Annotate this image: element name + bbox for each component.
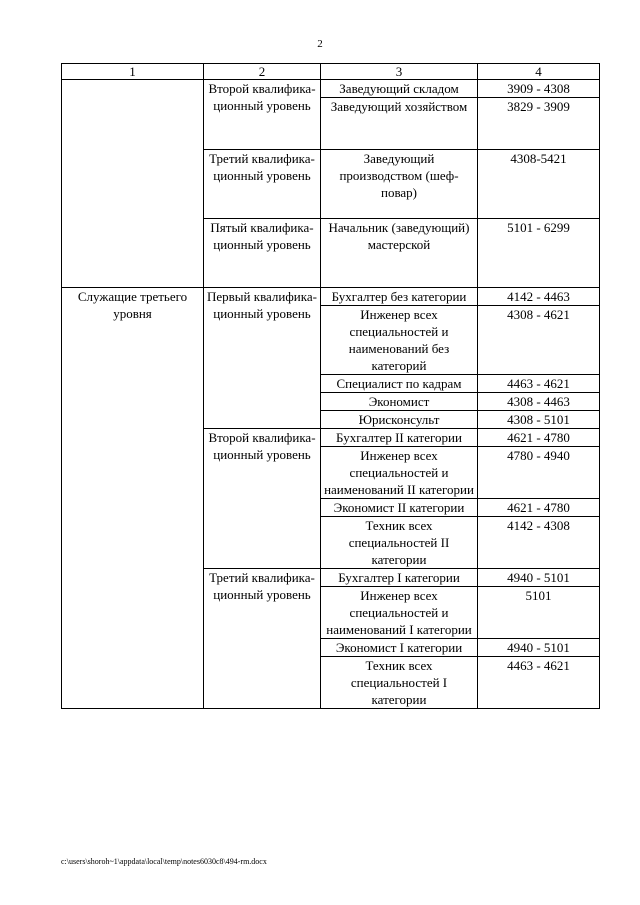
- position-cell: Специалист по кадрам: [321, 375, 478, 393]
- position-cell: Бухгалтер I категории: [321, 569, 478, 587]
- level-cell: Второй квалифика-ционный уровень: [204, 80, 321, 150]
- position-cell: Бухгалтер без категории: [321, 288, 478, 306]
- level-cell: Третий квалифика-ционный уровень: [204, 569, 321, 709]
- salary-cell: 3829 - 3909: [478, 98, 600, 150]
- position-cell: Экономист I категории: [321, 639, 478, 657]
- table-header-row: [62, 64, 600, 80]
- position-cell: Техник всех специальностей II категории: [321, 517, 478, 569]
- position-cell: Заведующий складом: [321, 80, 478, 98]
- footer-file-path: c:\users\shoroh~1\appdata\local\temp\notes6030c8\494-rm.docx: [61, 857, 267, 866]
- salary-cell: 4463 - 4621: [478, 657, 600, 709]
- salary-cell: 5101: [478, 587, 600, 639]
- salary-cell: 4621 - 4780: [478, 499, 600, 517]
- position-cell: Экономист: [321, 393, 478, 411]
- salary-cell: 4940 - 5101: [478, 639, 600, 657]
- salary-cell: 3909 - 4308: [478, 80, 600, 98]
- position-cell: Заведующий производством (шеф-повар): [321, 150, 478, 219]
- header-cell: 1: [62, 64, 204, 80]
- position-cell: Инженер всех специальностей и наименований I категории: [321, 587, 478, 639]
- position-cell: Начальник (заведующий) мастерской: [321, 219, 478, 288]
- salary-cell: 4308-5421: [478, 150, 600, 219]
- position-cell: Техник всех специальностей I категории: [321, 657, 478, 709]
- position-cell: Юрисконсульт: [321, 411, 478, 429]
- level-cell: Пятый квалифика-ционный уровень: [204, 219, 321, 288]
- header-cell: 2: [204, 64, 321, 80]
- position-cell: Заведующий хозяйством: [321, 98, 478, 150]
- position-cell: Экономист II категории: [321, 499, 478, 517]
- table-row: [62, 80, 600, 98]
- level-cell: Третий квалифика-ционный уровень: [204, 150, 321, 219]
- salary-cell: 5101 - 6299: [478, 219, 600, 288]
- salary-cell: 4463 - 4621: [478, 375, 600, 393]
- salary-cell: 4940 - 5101: [478, 569, 600, 587]
- salary-table: [61, 63, 600, 709]
- salary-cell: 4308 - 4621: [478, 306, 600, 375]
- group-cell: Служащие третьего уровня: [62, 288, 204, 709]
- salary-cell: 4780 - 4940: [478, 447, 600, 499]
- position-cell: Инженер всех специальностей и наименований без категорий: [321, 306, 478, 375]
- level-cell: Первый квалифика-ционный уровень: [204, 288, 321, 429]
- position-cell: Бухгалтер II категории: [321, 429, 478, 447]
- page-number: 2: [317, 38, 323, 50]
- header-cell: 3: [321, 64, 478, 80]
- group-cell: [62, 80, 204, 288]
- header-cell: 4: [478, 64, 600, 80]
- level-cell: Второй квалифика-ционный уровень: [204, 429, 321, 569]
- salary-cell: 4621 - 4780: [478, 429, 600, 447]
- position-cell: Инженер всех специальностей и наименований II категории: [321, 447, 478, 499]
- salary-cell: 4142 - 4308: [478, 517, 600, 569]
- salary-cell: 4308 - 5101: [478, 411, 600, 429]
- table-row: [62, 288, 600, 306]
- salary-cell: 4142 - 4463: [478, 288, 600, 306]
- salary-cell: 4308 - 4463: [478, 393, 600, 411]
